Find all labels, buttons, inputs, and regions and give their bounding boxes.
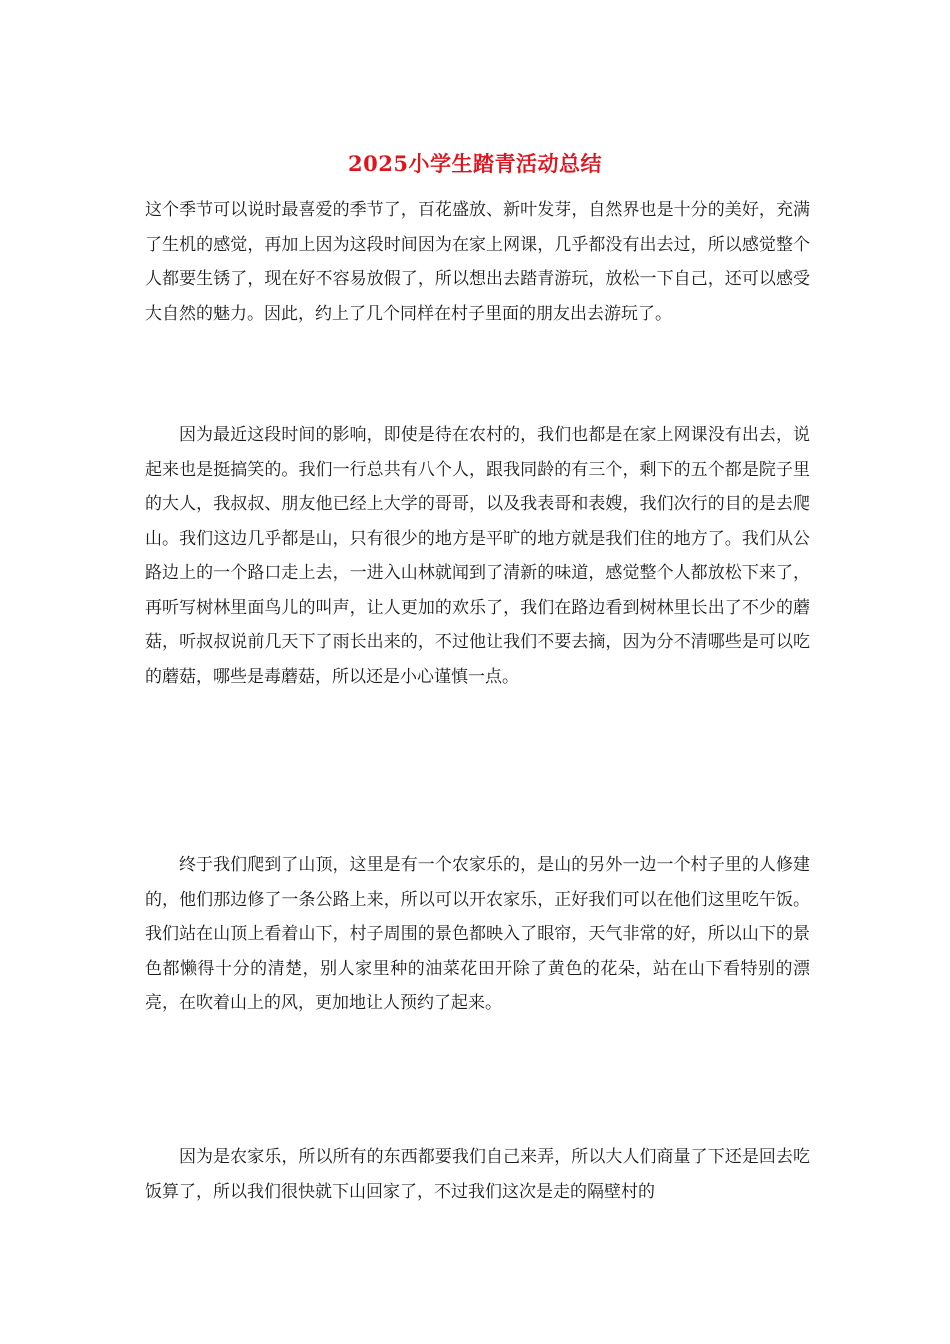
paragraph-3: 终于我们爬到了山顶，这里是有一个农家乐的，是山的另外一边一个村子里的人修建的，他们那边修了一条公路上来，所以可以开农家乐，正好我们可以在他们这里吃午饭。我们站在山顶上看着山下，村子周围的景色都映入了眼帘，天气非常的好，所以山下的景色都懒得十分的清楚，别人家里种的油菜花田开除了黄色的花朵，站在山下看特别的漂亮，在吹着山上的风，更加地让人预约了起来。 xyxy=(145,855,810,1013)
document-title: 2025小学生踏青活动总结 xyxy=(348,151,602,176)
paragraph-1: 这个季节可以说时最喜爱的季节了，百花盛放、新叶发芽，自然界也是十分的美好，充满了生机的感觉，再加上因为这段时间因为在家上网课，几乎都没有出去过，所以感觉整个人都要生锈了，现在好不容易放假了，所以想出去踏青游玩，放松一下自己，还可以感受大自然的魅力。因此，约上了几个同样在村子里面的朋友出去游玩了。 xyxy=(145,200,810,324)
paragraph-4: 因为是农家乐，所以所有的东西都要我们自己来弄，所以大人们商量了下还是回去吃饭算了，所以我们很快就下山回家了，不过我们这次是走的隔壁村的 xyxy=(145,1147,810,1202)
paragraph-2: 因为最近这段时间的影响，即使是待在农村的，我们也都是在家上网课没有出去，说起来也是挺搞笑的。我们一行总共有八个人，跟我同龄的有三个，剩下的五个都是院子里的大人，我叔叔、朋友他已经上大学的哥哥，以及我表哥和表嫂，我们次行的目的是去爬山。我们这边几乎都是山，只有很少的地方是平旷的地方就是我们住的地方了。我们从公路边上的一个路口走上去，一进入山林就闻到了清新的味道，感觉整个人都放松下来了，再听写树林里面鸟儿的叫声，让人更加的欢乐了，我们在路边看到树林里长出了不少的蘑菇，听叔叔说前几天下了雨长出来的，不过他让我们不要去摘，因为分不清哪些是可以吃的蘑菇，哪些是毒蘑菇，所以还是小心谨慎一点。 xyxy=(145,425,810,687)
